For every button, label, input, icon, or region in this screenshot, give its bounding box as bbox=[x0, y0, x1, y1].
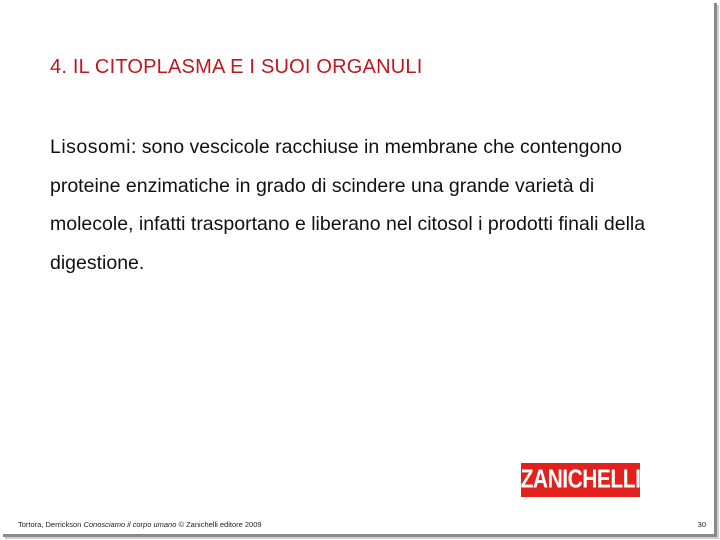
footer-authors: Tortora, Derrickson bbox=[18, 520, 84, 529]
body-term: Lisosomi bbox=[50, 136, 131, 158]
slide-title: 4. IL CITOPLASMA E I SUOI ORGANULI bbox=[50, 56, 423, 78]
zanichelli-logo bbox=[521, 463, 640, 497]
slide-body bbox=[50, 128, 670, 282]
logo-text: ZANICHELLI bbox=[520, 465, 641, 494]
page-number: 30 bbox=[697, 520, 706, 529]
footer-book-title: Conosciamo il corpo umano bbox=[83, 520, 177, 529]
footer-publisher: © Zanichelli editore 2009 bbox=[176, 520, 262, 529]
footer-credit bbox=[18, 520, 262, 529]
body-text: : sono vescicole racchiuse in membrane che contengono proteine enzimatiche in grado di scindere una grande varietà di molecole, infatti trasportano e liberano nel citosol i prodotti finali della digestione. bbox=[50, 136, 646, 274]
